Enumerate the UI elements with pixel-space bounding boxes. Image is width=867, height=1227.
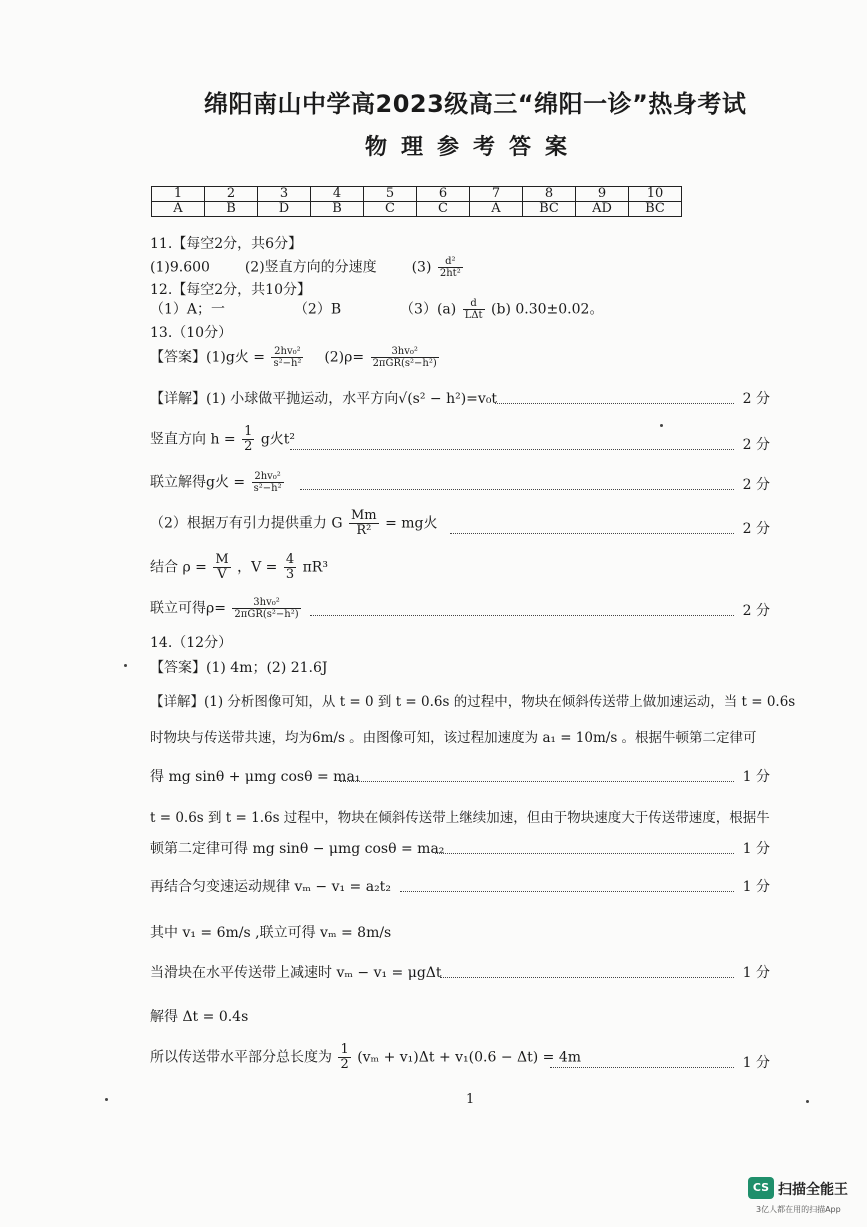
fraction-numerator: 2hv₀² bbox=[271, 346, 303, 358]
step-text bbox=[150, 509, 438, 538]
q12-answer-2: （2）B bbox=[293, 301, 342, 318]
question-answer: B bbox=[205, 202, 258, 217]
q12-answer-3-fraction bbox=[463, 298, 485, 321]
fraction-numerator: 1 bbox=[340, 1042, 349, 1057]
fraction-denominator: 2πGR(s²−h²) bbox=[234, 609, 299, 620]
step-text bbox=[150, 1043, 581, 1072]
question-number: 9 bbox=[576, 187, 629, 202]
q12-answer-3-prefix: （3）(a) bbox=[400, 301, 457, 318]
q14-equation-7 bbox=[150, 1040, 770, 1074]
q14-equation-1 bbox=[150, 766, 770, 788]
q14-paragraph-2: 时物块与传送带共速，均为6m/s 。由图像可知，该过程加速度为 a₁ = 10m/s 。根据牛顿第二定律可 bbox=[150, 730, 757, 746]
fraction-numerator: d² bbox=[438, 256, 463, 268]
step-text bbox=[150, 471, 286, 494]
leader-dots bbox=[300, 489, 734, 490]
question-number: 7 bbox=[470, 187, 523, 202]
q13-step-4 bbox=[150, 506, 770, 540]
app-name: 扫描全能王 bbox=[778, 1182, 848, 1198]
leader-dots bbox=[440, 977, 734, 978]
leader-dots bbox=[400, 891, 734, 892]
step-fraction bbox=[213, 553, 230, 582]
step-score: 2 分 bbox=[742, 477, 770, 493]
q14-answer: 【答案】(1) 4m；(2) 21.6J bbox=[150, 660, 328, 676]
step-score: 1 分 bbox=[742, 965, 770, 981]
question-answer: AD bbox=[576, 202, 629, 217]
fraction-numerator: M bbox=[215, 552, 229, 567]
q13-step-6 bbox=[150, 592, 770, 622]
scan-speck bbox=[660, 424, 663, 427]
step-text: 当滑块在水平传送带上减速时 vₘ − v₁ = μgΔt bbox=[150, 965, 442, 981]
leader-dots bbox=[310, 615, 734, 616]
question-answer: C bbox=[417, 202, 470, 217]
q11-answer-3-fraction bbox=[438, 256, 463, 279]
step-text: 再结合匀变速运动规律 vₘ − v₁ = a₂t₂ bbox=[150, 879, 391, 895]
q12-answers bbox=[150, 298, 603, 321]
step-text bbox=[150, 425, 295, 454]
leader-dots bbox=[290, 449, 734, 450]
q13-step-5 bbox=[150, 548, 770, 584]
q13-answer bbox=[150, 346, 441, 369]
step-score: 1 分 bbox=[742, 879, 770, 895]
fraction-denominator: s²−h² bbox=[253, 483, 282, 494]
answer-table bbox=[151, 186, 682, 217]
step-fraction bbox=[232, 597, 300, 620]
fraction-denominator: R² bbox=[356, 523, 372, 538]
q11-heading: 11.【每空2分，共6分】 bbox=[150, 236, 303, 252]
question-answer: BC bbox=[523, 202, 576, 217]
step-fraction bbox=[349, 509, 379, 538]
step-text: 顿第二定律可得 mg sinθ − μmg cosθ = ma₂ bbox=[150, 841, 445, 857]
q13-answer-1-fraction bbox=[271, 346, 303, 369]
q12-answer-1: （1）A；一 bbox=[150, 301, 226, 318]
step-score: 2 分 bbox=[742, 603, 770, 619]
question-answer: A bbox=[470, 202, 523, 217]
question-answer: A bbox=[152, 202, 205, 217]
step-score: 2 分 bbox=[742, 391, 770, 407]
step-text: 得 mg sinθ + μmg cosθ = ma₁ bbox=[150, 769, 361, 785]
fraction-numerator: Mm bbox=[351, 508, 377, 523]
scan-speck bbox=[806, 1100, 809, 1103]
step-prefix: 竖直方向 h = bbox=[150, 431, 236, 448]
q11-answers bbox=[150, 256, 465, 279]
q13-heading: 13.（10分） bbox=[150, 325, 233, 341]
step-prefix: 联立解得g火 = bbox=[150, 474, 246, 491]
step-prefix: 联立可得ρ= bbox=[150, 600, 226, 617]
q14-equation-3 bbox=[150, 876, 770, 898]
fraction-denominator: 3 bbox=[285, 567, 295, 582]
step-score: 1 分 bbox=[742, 769, 770, 785]
q13-answer-2-label: (2)ρ= bbox=[324, 349, 365, 366]
fraction-denominator: LΔt bbox=[464, 310, 483, 321]
question-answer: D bbox=[258, 202, 311, 217]
fraction-numerator: 3hv₀² bbox=[232, 597, 300, 609]
question-number: 8 bbox=[523, 187, 576, 202]
answer-table-numbers bbox=[152, 187, 682, 202]
leader-dots bbox=[550, 1067, 734, 1068]
leader-dots bbox=[340, 781, 734, 782]
scan-speck bbox=[124, 664, 127, 667]
fraction-denominator: 2πGR(s²−h²) bbox=[372, 358, 437, 369]
fraction-numerator: 1 bbox=[244, 424, 253, 439]
question-number: 3 bbox=[258, 187, 311, 202]
q14-paragraph-3: t = 0.6s 到 t = 1.6s 过程中，物块在倾斜传送带上继续加速，但由于物块速度大于传送带速度，根据牛 bbox=[150, 810, 770, 826]
step-text: 【详解】(1) 小球做平抛运动，水平方向√(s² − h²)=v₀t bbox=[150, 391, 498, 407]
answer-table-answers bbox=[152, 202, 682, 217]
question-number: 1 bbox=[152, 187, 205, 202]
step-prefix: 所以传送带水平部分总长度为 bbox=[150, 1049, 332, 1066]
question-number: 6 bbox=[417, 187, 470, 202]
fraction-numerator: 2hv₀² bbox=[252, 471, 284, 483]
fraction-numerator: 3hv₀² bbox=[371, 346, 439, 358]
q11-answer-3-prefix: (3) bbox=[411, 259, 432, 276]
q11-answer-1: (1)9.600 bbox=[150, 259, 210, 276]
q13-step-2 bbox=[150, 424, 770, 456]
fraction-denominator: V bbox=[217, 567, 227, 582]
cs-logo-icon: CS bbox=[748, 1177, 774, 1199]
q13-answer-label: 【答案】(1)g火 = bbox=[150, 349, 265, 366]
question-number: 10 bbox=[629, 187, 682, 202]
step-text bbox=[150, 553, 328, 582]
q13-step-3 bbox=[150, 466, 770, 496]
q14-line-4: 其中 v₁ = 6m/s ,联立可得 vₘ = 8m/s bbox=[150, 925, 392, 941]
step-fraction bbox=[284, 553, 296, 582]
half-fraction bbox=[338, 1043, 350, 1072]
fraction-numerator: d bbox=[463, 298, 485, 310]
leader-dots bbox=[435, 853, 734, 854]
fraction-denominator: 2ht² bbox=[439, 268, 461, 279]
q12-answer-3-suffix: (b) 0.30±0.02。 bbox=[491, 301, 604, 318]
step-score: 2 分 bbox=[742, 437, 770, 453]
q14-heading: 14.（12分） bbox=[150, 635, 233, 651]
step-suffix: (vₘ + v₁)Δt + v₁(0.6 − Δt) = 4m bbox=[357, 1049, 582, 1066]
q14-paragraph-1: 【详解】(1) 分析图像可知，从 t = 0 到 t = 0.6s 的过程中，物块在倾斜传送带上做加速运动，当 t = 0.6s bbox=[150, 694, 796, 710]
scanner-watermark bbox=[748, 1177, 858, 1219]
fraction-denominator: 2 bbox=[340, 1057, 349, 1072]
question-answer: C bbox=[364, 202, 417, 217]
step-fraction bbox=[252, 471, 284, 494]
q12-heading: 12.【每空2分，共10分】 bbox=[150, 282, 311, 298]
step-suffix: πR³ bbox=[302, 559, 328, 576]
fraction-denominator: 2 bbox=[244, 439, 253, 454]
q13-answer-2-fraction bbox=[371, 346, 439, 369]
step-score: 1 分 bbox=[742, 841, 770, 857]
step-suffix: g火t² bbox=[260, 431, 296, 448]
question-answer: B bbox=[311, 202, 364, 217]
page-number: 1 bbox=[466, 1092, 475, 1107]
page-title: 绵阳南山中学高2023级高三“绵阳一诊”热身考试 bbox=[204, 90, 747, 118]
question-number: 4 bbox=[311, 187, 364, 202]
q13-step-1 bbox=[150, 388, 770, 410]
scan-speck bbox=[105, 1098, 108, 1101]
step-prefix: 结合 ρ = bbox=[150, 559, 207, 576]
q14-equation-5 bbox=[150, 962, 770, 984]
fraction-numerator: 4 bbox=[285, 552, 295, 567]
step-prefix: （2）根据万有引力提供重力 G bbox=[150, 515, 343, 532]
step-text bbox=[150, 597, 303, 620]
q14-line-6: 解得 Δt = 0.4s bbox=[150, 1009, 249, 1025]
half-fraction bbox=[242, 425, 254, 454]
question-answer: BC bbox=[629, 202, 682, 217]
q11-answer-2: (2)竖直方向的分速度 bbox=[244, 259, 377, 276]
question-number: 5 bbox=[364, 187, 417, 202]
app-tagline: 3亿人都在用的扫描App bbox=[756, 1205, 841, 1214]
step-score: 1 分 bbox=[742, 1055, 770, 1071]
leader-dots bbox=[450, 533, 734, 534]
step-suffix: = mg火 bbox=[385, 515, 438, 532]
question-number: 2 bbox=[205, 187, 258, 202]
fraction-denominator: s²−h² bbox=[273, 358, 302, 369]
page-subtitle: 物理参考答案 bbox=[365, 135, 582, 160]
q14-equation-2 bbox=[150, 838, 770, 860]
step-mid: ，V = bbox=[237, 559, 278, 576]
leader-dots bbox=[495, 403, 734, 404]
step-score: 2 分 bbox=[742, 521, 770, 537]
